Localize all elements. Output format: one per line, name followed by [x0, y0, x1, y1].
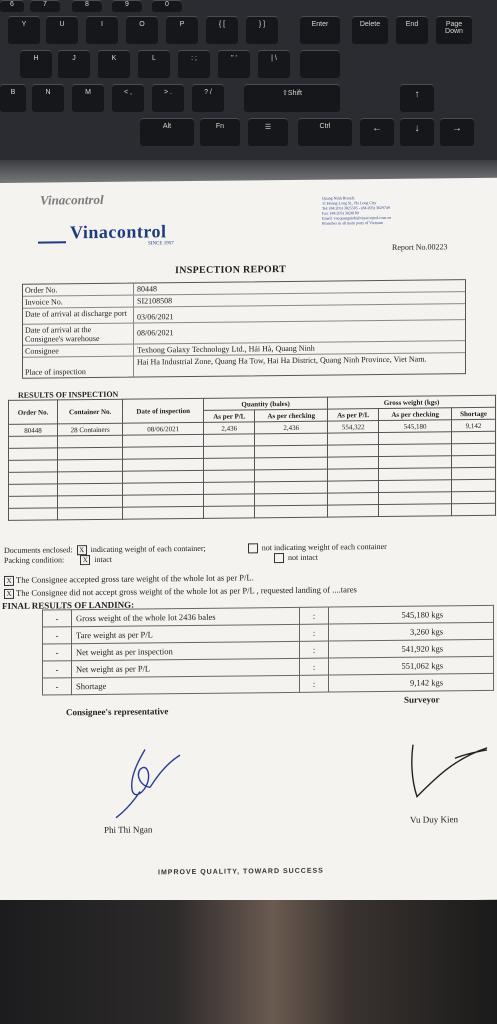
- company-logo: Vinacontrol: [38, 221, 167, 243]
- key-y: Y: [8, 16, 40, 44]
- info-row: Order No. 80448: [23, 280, 465, 297]
- consignee-rep-label: Consignee's representative: [66, 706, 169, 718]
- key-menu: ☰: [248, 118, 288, 146]
- key-bracket-left: { [: [206, 16, 238, 44]
- documents-enclosed: Documents enclosed: X indicating weight of each container; not indicating weight of each container Packing condition: X intact not intact: [4, 541, 387, 566]
- key-enter: Enter: [300, 16, 340, 44]
- key-7: 7: [30, 0, 60, 12]
- final-results-heading: FINAL RESULTS OF LANDING:: [2, 599, 135, 611]
- key-n: N: [32, 84, 64, 112]
- table-row: - Tare weight as per P/L : 3,260 kgs: [43, 622, 494, 644]
- info-row: Place of inspection Hai Ha Industrial Zone, Quang Ha Tow, Hai Ha District, Quang Ninh Province, Viet Nam.: [25, 354, 427, 377]
- key-shift: ⇧Shift: [244, 84, 340, 112]
- watermark-logo: Vinacontrol: [40, 191, 104, 208]
- key-arrow-down: ↓: [400, 118, 434, 146]
- key-arrow-up: ↑: [400, 84, 434, 112]
- key-k: K: [98, 50, 130, 78]
- keyboard: [0, 0, 497, 175]
- key-6: 6: [0, 0, 24, 12]
- info-row: Invoice No. SI2108508: [23, 292, 465, 309]
- key-p: P: [166, 16, 198, 44]
- results-heading: RESULTS OF INSPECTION: [18, 389, 119, 400]
- checkbox-intact: X: [80, 555, 90, 565]
- info-row: Date of arrival at discharge port 03/06/2021: [23, 304, 465, 325]
- not-accepted-line: X The Consignee did not accept gross weight of the whole lot as per P/L , requested landing of ....tares: [2, 584, 357, 599]
- key-o: O: [126, 16, 158, 44]
- company-slogan: IMPROVE QUALITY, TOWARD SUCCESS: [158, 867, 324, 877]
- table-row: - Shortage : 9,142 kgs: [43, 673, 494, 695]
- key-m: M: [72, 84, 104, 112]
- key-0: 0: [152, 0, 182, 12]
- table-row: - Gross weight of the whole lot 2436 bales : 545,180 kgs: [43, 605, 494, 627]
- key-arrow-right: →: [440, 118, 474, 146]
- info-row: Consignee Texhong Galaxy Technology Ltd., Hải Hà, Quang Ninh: [23, 341, 465, 358]
- key-l: L: [138, 50, 170, 78]
- report-title: INSPECTION REPORT: [175, 264, 287, 277]
- branch-info: Quang Ninh Branch: 11 Hoang Long St., Ha Long City Tel: (84.203) 3825505 - (84.203) 3629749 Fax: (84.203) 3828189 Email: vncquangninh@vinacontrol.com.vn Branches in all main ports of Vietnam: [322, 195, 392, 226]
- desk-surface: [0, 900, 497, 1024]
- consignee-name: Phi Thi Ngan: [104, 824, 153, 835]
- key-arrow-left: ←: [360, 118, 394, 146]
- key-alt: Alt: [140, 118, 194, 146]
- info-table: [22, 279, 466, 379]
- results-table: Order No. Container No. Date of inspection Quantity (bales) Gross weight (kgs) As per P/L As per checking As per P/L As per checking Shortage 80448 28 Containers 08/06/2021 2,436 2,436 554,322 545,180 9,142: [8, 395, 496, 521]
- key-slash: ? /: [192, 84, 224, 112]
- accepted-line: X The Consignee accepted gross tare weight of the whole lot as per P/L.: [2, 572, 254, 586]
- scale-icon: [38, 225, 66, 243]
- key-b: B: [0, 84, 26, 112]
- key-semicolon: : ;: [178, 50, 210, 78]
- key-bracket-right: } ]: [246, 16, 278, 44]
- key-quote: " ': [218, 50, 250, 78]
- key-j: J: [58, 50, 90, 78]
- checkbox-indicating: X: [77, 545, 87, 555]
- surveyor-label: Surveyor: [404, 694, 440, 705]
- key-comma: < ,: [112, 84, 144, 112]
- consignee-signature: [110, 741, 200, 822]
- table-row: - Net weight as per P/L : 551,062 kgs: [43, 656, 494, 678]
- key-i: I: [86, 16, 118, 44]
- key-fn: Fn: [200, 118, 240, 146]
- key-enter-lower: [300, 50, 340, 78]
- key-delete: Delete: [352, 16, 388, 44]
- key-9: 9: [112, 0, 142, 12]
- final-results-table: [42, 605, 494, 696]
- info-row: Date of arrival at the Consignee's warehouse 08/06/2021: [23, 320, 465, 346]
- report-number: Report No.00223: [392, 242, 448, 252]
- key-8: 8: [72, 0, 102, 12]
- inspection-report-paper: [0, 178, 497, 905]
- key-ctrl: Ctrl: [298, 118, 352, 146]
- key-page-down: Page Down: [436, 16, 472, 44]
- surveyor-signature: [395, 738, 495, 809]
- checkbox-not-indicating: [248, 543, 258, 553]
- surveyor-name: Vu Duy Kien: [410, 814, 458, 825]
- key-u: U: [46, 16, 78, 44]
- checkbox-not-intact: [274, 553, 284, 563]
- key-period: > .: [152, 84, 184, 112]
- table-row: - Net weight as per inspection : 541,920 kgs: [43, 639, 494, 661]
- key-end: End: [396, 16, 428, 44]
- key-h: H: [20, 50, 52, 78]
- since-label: SINCE 1957: [148, 241, 174, 247]
- table-row: 80448 28 Containers 08/06/2021 2,436 2,436 554,322 545,180 9,142: [9, 419, 496, 436]
- key-backslash: | \: [258, 50, 290, 78]
